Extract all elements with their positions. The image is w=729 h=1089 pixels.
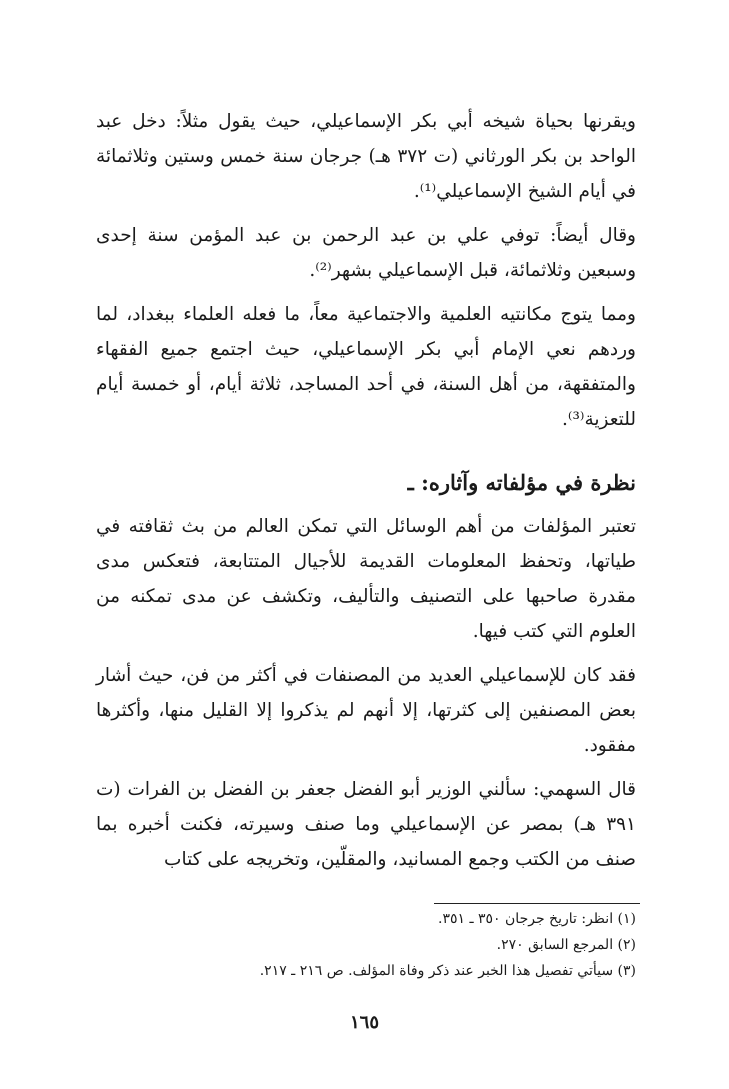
footnote-divider [434, 903, 640, 904]
paragraph-6: قال السهمي: سألني الوزير أبو الفضل جعفر بن الفضل بن الفرات (ت ٣٩١ هـ) بمصر عن الإسماعيلي وما صنف وسيرته، فكنت أخبره بما صنف من الكتب وجمع المسانيد، والمقلّين، وتخريجه على كتاب [96, 779, 636, 870]
page-number: ١٦٥ [349, 1012, 379, 1033]
paragraph-5: فقد كان للإسماعيلي العديد من المصنفات في أكثر من فن، حيث أشار بعض المصنفين إلى كثرتها، إلا أنهم لم يذكروا إلا القليل منها، وأكثرها مفقود. [96, 665, 636, 756]
section-heading: نظرة في مؤلفاته وآثاره: ـ [407, 470, 636, 495]
footnote-2: (٢) المرجع السابق ٢٧٠. [496, 937, 636, 953]
paragraph-4: تعتبر المؤلفات من أهم الوسائل التي تمكن العالم من بث ثقافته في طياتها، وتحفظ المعلومات القديمة للأجيال المتتابعة، فتعكس مدى مقدرة صاحبها على التصنيف والتأليف، وتكشف عن مدى تمكنه من العلوم التي كتب فيها. [96, 516, 636, 642]
main-text [96, 104, 636, 877]
paragraph-1: ويقرنها بحياة شيخه أبي بكر الإسماعيلي، حيث يقول مثلاً: دخل عبد الواحد بن بكر الورثاني (ت ٣٧٢ هـ) جرجان سنة خمس وستين وثلاثمائة في أيام الشيخ الإسماعيلي⁽¹⁾. [96, 111, 636, 202]
footnote-3: (٣) سيأتي تفصيل هذا الخبر عند ذكر وفاة المؤلف. ص ٢١٦ ـ ٢١٧. [259, 963, 636, 979]
footnote-1: (١) انظر: تاريخ جرجان ٣٥٠ ـ ٣٥١. [437, 911, 636, 927]
paragraph-3: ومما يتوج مكانتيه العلمية والاجتماعية معاً، ما فعله العلماء ببغداد، لما وردهم نعي الإمام أبي بكر الإسماعيلي، حيث اجتمع جميع الفقهاء والمتفقهة، من أهل السنة، في أحد المساجد، ثلاثة أيام، أو خمسة أيام للتعزية⁽³⁾. [96, 304, 636, 430]
footnotes [200, 906, 636, 984]
paragraph-2: وقال أيضاً: توفي علي بن عبد الرحمن بن عبد المؤمن سنة إحدى وسبعين وثلاثمائة، قبل الإسماعيلي بشهر⁽²⁾. [96, 225, 636, 281]
